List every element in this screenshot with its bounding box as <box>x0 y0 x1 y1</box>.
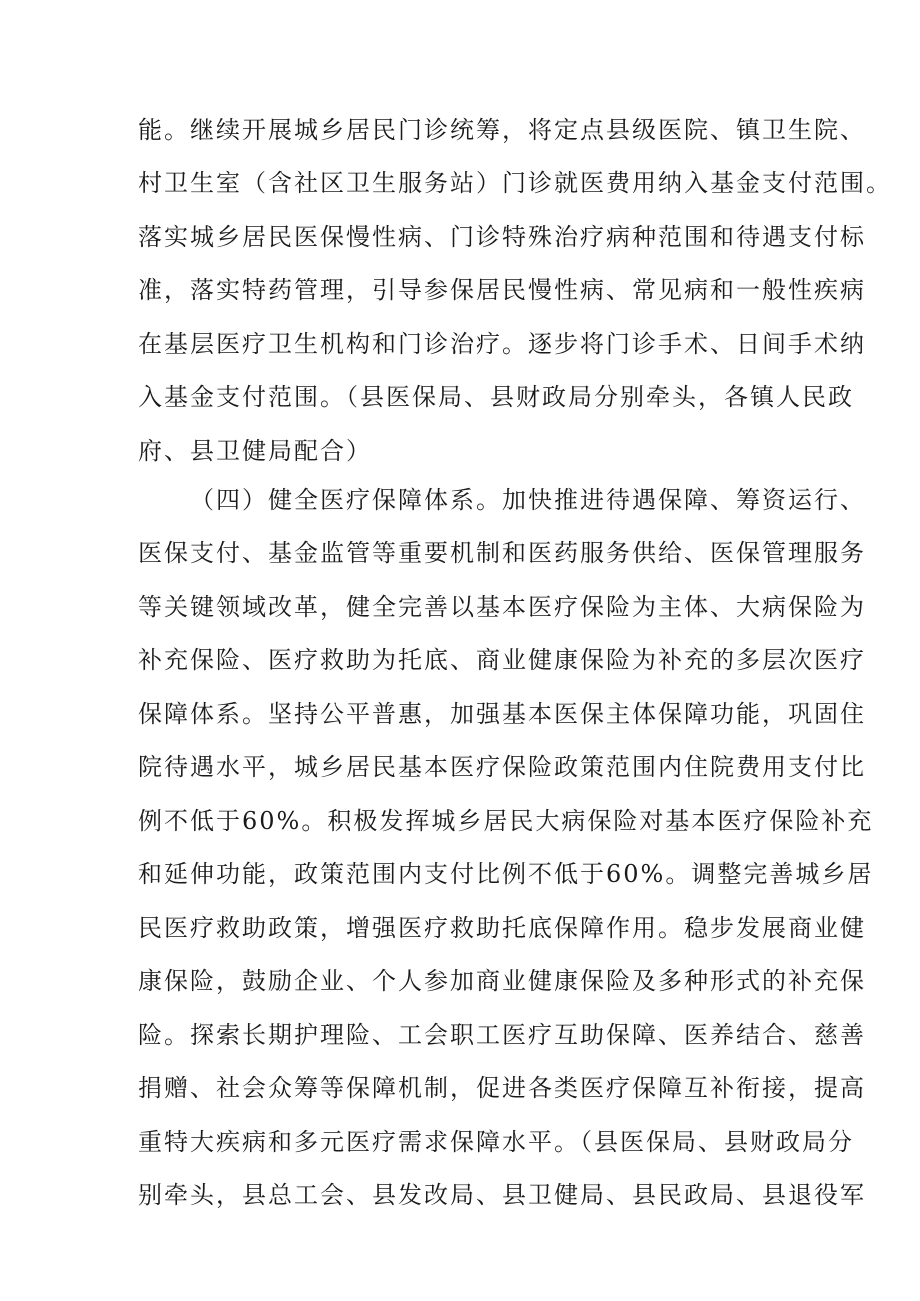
text-line: 保障体系。坚持公平普惠，加强基本医保主体保障功能，巩固住 <box>138 700 866 728</box>
text-line: 险。探索长期护理险、工会职工医疗互助保障、医养结合、慈善 <box>138 1021 866 1049</box>
text-line: 民医疗救助政策，增强医疗救助托底保障作用。稳步发展商业健 <box>138 914 866 942</box>
text-line: 府、县卫健局配合） <box>138 437 372 465</box>
text-line: 捐赠、社会众筹等保障机制，促进各类医疗保障互补衔接，提高 <box>138 1074 866 1102</box>
text-line: 入基金支付范围。（县医保局、县财政局分别牵头，各镇人民政 <box>138 383 854 411</box>
text-line: 准，落实特药管理，引导参保居民慢性病、常见病和一般性疾病 <box>138 276 866 304</box>
text-line: 重特大疾病和多元医疗需求保障水平。（县医保局、县财政局分 <box>138 1128 854 1156</box>
text-line: 院待遇水平，城乡居民基本医疗保险政策范围内住院费用支付比 <box>138 753 866 781</box>
text-line: 医保支付、基金监管等重要机制和医药服务供给、医保管理服务 <box>138 539 866 567</box>
text-line: 康保险，鼓励企业、个人参加商业健康保险及多种形式的补充保 <box>138 967 866 995</box>
text-line: 和延伸功能，政策范围内支付比例不低于60%。调整完善城乡居 <box>138 860 874 888</box>
text-line: 村卫生室（含社区卫生服务站）门诊就医费用纳入基金支付范围。 <box>138 169 892 197</box>
text-line: 在基层医疗卫生机构和门诊治疗。逐步将门诊手术、日间手术纳 <box>138 330 866 358</box>
text-line: 能。继续开展城乡居民门诊统筹，将定点县级医院、镇卫生院、 <box>138 116 866 144</box>
text-line: 落实城乡居民医保慢性病、门诊特殊治疗病种范围和待遇支付标 <box>138 223 866 251</box>
text-line-indented: （四）健全医疗保障体系。加快推进待遇保障、筹资运行、 <box>190 486 866 514</box>
text-line: 例不低于60%。积极发挥城乡居民大病保险对基本医疗保险补充 <box>138 807 874 835</box>
text-line: 别牵头，县总工会、县发改局、县卫健局、县民政局、县退役军 <box>138 1181 866 1209</box>
text-line: 补充保险、医疗救助为托底、商业健康保险为补充的多层次医疗 <box>138 646 866 674</box>
text-line: 等关键领域改革，健全完善以基本医疗保险为主体、大病保险为 <box>138 593 866 621</box>
